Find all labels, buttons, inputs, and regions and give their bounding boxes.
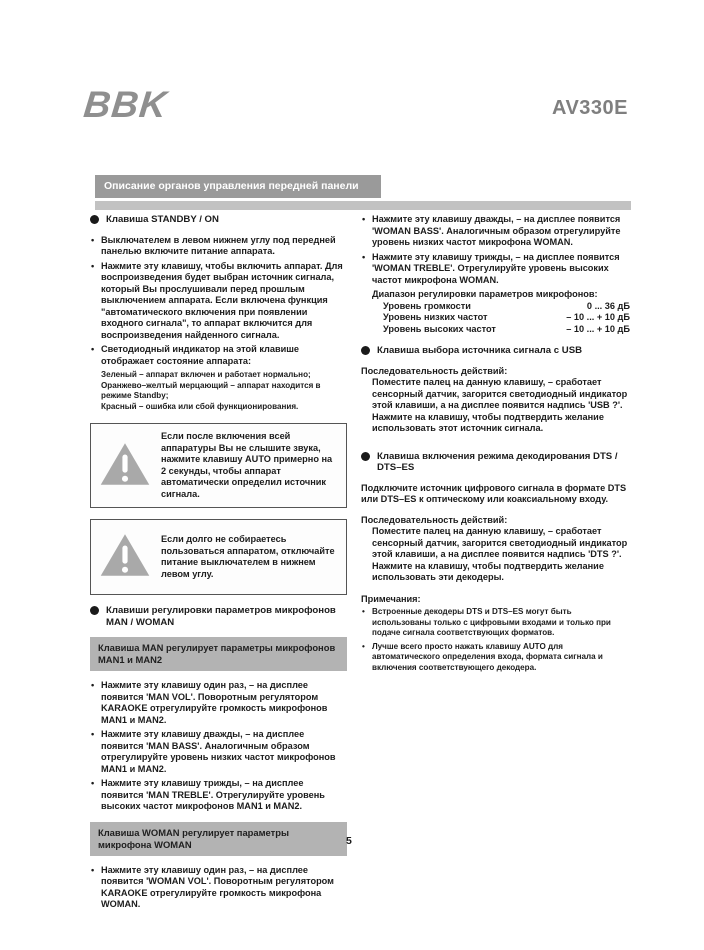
led-status-list: [90, 370, 347, 412]
range-label: Уровень громкости: [383, 300, 471, 311]
brand-logo: BBK: [81, 84, 170, 125]
range-row: [361, 301, 630, 313]
warning-text: Если после включения всей аппаратуры Вы не слышите звука, нажмите клавишу AUTO примерно на 2 секунды, чтобы аппарат автоматически определил источник сигнала.: [161, 431, 333, 499]
section-bullet-icon: [361, 346, 370, 355]
range-row: [361, 324, 630, 336]
dts-intro: Подключите источник цифрового сигнала в формате DTS или DTS–ES к оптическому или коаксиальному входу.: [361, 482, 627, 504]
warning-box: [90, 423, 347, 508]
range-label: Уровень низких частот: [383, 312, 488, 322]
list-item: • Выключателем в левом нижнем углу под передней панелью включите питание аппарата.: [90, 235, 347, 258]
warning-triangle-icon: [99, 532, 151, 582]
list-item: • Нажмите эту клавишу дважды, – на дисплее появится 'WOMAN BASS'. Аналогичным образом отрегулируйте уровень низких частот микрофона WOMAN.: [361, 214, 630, 249]
man-subheading-bar: Клавиша MAN регулирует параметры микрофонов MAN1 и MAN2: [90, 637, 347, 671]
section-bullet-icon: [90, 215, 99, 224]
led-status-line: Оранжево–желтый мерцающий – аппарат находится в режиме Standby;: [101, 380, 321, 400]
notes-label: Примечания:: [361, 593, 421, 604]
section-bullet-icon: [361, 452, 370, 461]
decorative-band: [95, 201, 631, 210]
section-bullet-icon: [90, 606, 99, 615]
range-value: – 10 ... + 10 дБ: [566, 312, 630, 322]
list-item: • Нажмите эту клавишу дважды, – на дисплее появится 'MAN BASS'. Аналогичным образом отрегулируйте уровень низких частот микрофонов MAN1 и MAN2.: [90, 729, 347, 775]
steps-text: Поместите палец на данную клавишу, – сработает сенсорный датчик, загорится светодиодный индикатор этой клавиши, а на дисплее появится надпись 'USB ?'. Нажмите на клавишу, чтобы подтвердить желание использовать этот источник сигнала.: [372, 377, 628, 433]
section-heading-text: Клавиша включения режима декодирования DTS / DTS–ES: [377, 450, 618, 473]
right-column: [361, 214, 630, 676]
steps-label: Последовательность действий:: [361, 514, 508, 525]
steps-label: Последовательность действий:: [361, 365, 508, 376]
list-item: • Нажмите эту клавишу трижды, – на дисплее появится 'MAN TREBLE'. Отрегулируйте уровень высоких частот микрофонов MAN1 и MAN2.: [90, 778, 347, 813]
range-row: [361, 312, 630, 324]
range-intro: Диапазон регулировки параметров микрофонов:: [372, 289, 598, 299]
note-item: • Встроенные декодеры DTS и DTS–ES могут быть использованы только с цифровыми входами и только при подаче сигнала соответствующих форматов.: [361, 607, 630, 639]
list-item: • Нажмите эту клавишу трижды, – на дисплее появится 'WOMAN TREBLE'. Отрегулируйте уровень высоких частот микрофона WOMAN.: [361, 252, 630, 287]
range-value: – 10 ... + 10 дБ: [566, 323, 630, 334]
section-usb-heading: [361, 345, 630, 357]
left-column: [90, 214, 347, 914]
model-number: AV330E: [551, 97, 628, 119]
section-heading-text: Клавиши регулировки параметров микрофонов MAN / WOMAN: [106, 605, 336, 628]
warning-box: [90, 519, 347, 595]
range-label: Уровень высоких частот: [383, 323, 496, 334]
steps-text: Поместите палец на данную клавишу, – сработает сенсорный датчик, загорится светодиодный индикатор этой клавиши, а на дисплее появится надпись 'DTS ?'. Нажмите на клавишу, чтобы подтвердить желание использовать эти декодеры.: [372, 526, 628, 582]
list-item: • Нажмите эту клавишу, чтобы включить аппарат. Для воспроизведения будет выбран источник сигнала, который Вы прослушивали перед прошлым выключением аппарата. Если включена функция "автоматического включения при появлении входного сигнала", то аппарат включится для воспроизведения найденного сигнала.: [90, 261, 347, 342]
range-value: 0 ... 36 дБ: [586, 300, 630, 311]
warning-text: Если долго не собираетесь пользоваться аппаратом, отключайте питание выключателем в нижнем левом углу.: [161, 534, 335, 579]
section-heading-text: Клавиша STANDBY / ON: [106, 214, 219, 225]
section-mic-heading: [90, 605, 347, 628]
list-item: • Нажмите эту клавишу один раз, – на дисплее появится 'WOMAN VOL'. Поворотным регулятором KARAOKE отрегулируйте громкость микрофона WOMAN.: [90, 865, 347, 911]
page-number: 5: [346, 835, 352, 847]
led-status-line: Красный – ошибка или сбой функционирования.: [101, 401, 299, 411]
page-title: Описание органов управления передней панели: [95, 175, 381, 198]
list-item: • Светодиодный индикатор на этой клавише отображает состояние аппарата:: [90, 344, 347, 367]
section-heading-text: Клавиша выбора источника сигнала с USB: [377, 345, 583, 356]
note-item: • Лучше всего просто нажать клавишу AUTO для автоматического определения входа, формата сигнала и включения соответствующего декодера.: [361, 642, 630, 674]
section-dts-heading: [361, 451, 630, 474]
list-item: • Нажмите эту клавишу один раз, – на дисплее появится 'MAN VOL'. Поворотным регулятором KARAOKE отрегулируйте громкость микрофонов MAN1 и MAN2.: [90, 680, 347, 726]
woman-subheading-bar: Клавиша WOMAN регулирует параметры микрофона WOMAN: [90, 822, 347, 856]
section-standby-heading: [90, 214, 347, 226]
led-status-line: Зеленый – аппарат включен и работает нормально;: [101, 370, 311, 379]
warning-triangle-icon: [99, 441, 151, 491]
